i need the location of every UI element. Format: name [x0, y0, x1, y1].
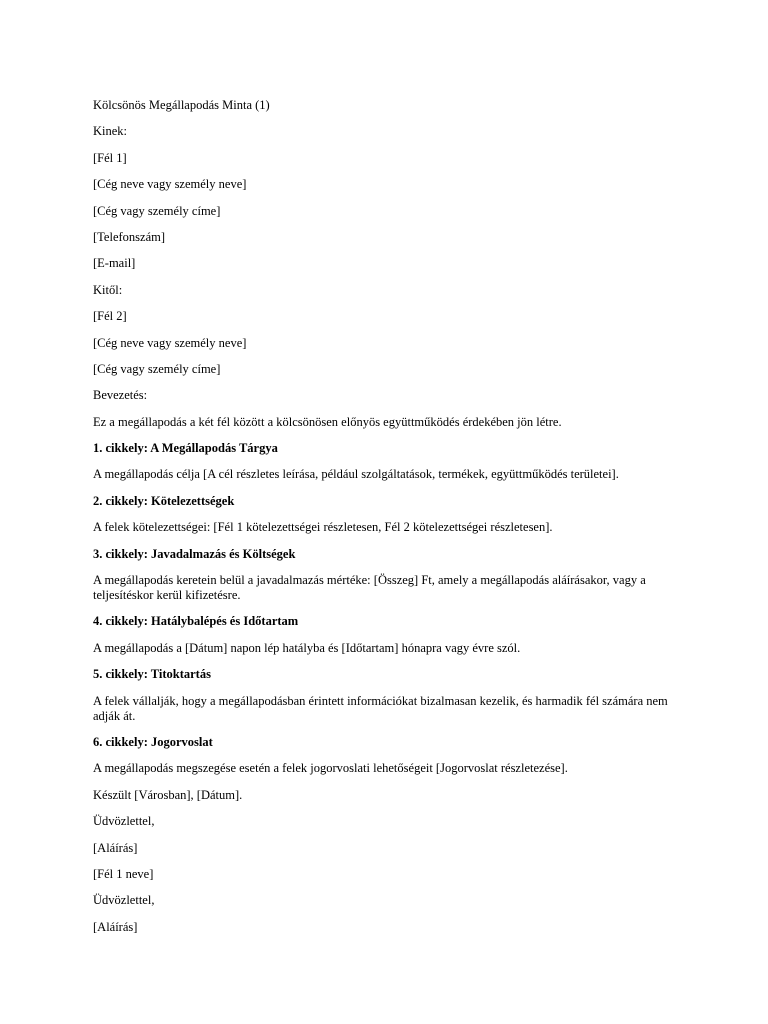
article-heading: 4. cikkely: Hatálybalépés és Időtartam [93, 614, 299, 629]
party2-address: [Cég vagy személy címe] [93, 361, 221, 376]
article-body: A megállapodás megszegése esetén a felek jogorvoslati lehetőségeit [Jogorvoslat részletezése]. [93, 761, 568, 776]
article-body: A megállapodás célja [A cél részletes leírása, például szolgáltatások, termékek, együttműködés területei]. [93, 467, 619, 482]
article-heading: 2. cikkely: Kötelezettségek [93, 493, 235, 508]
party1-phone: [Telefonszám] [93, 229, 166, 244]
to-label: Kinek: [93, 124, 128, 139]
party2-label: [Fél 2] [93, 309, 127, 324]
article-body: A felek vállalják, hogy a megállapodásban érintett információkat bizalmasan kezelik, és harmadik fél számára nem adják át. [93, 693, 668, 723]
signature-placeholder: [Aláírás] [93, 840, 138, 855]
party1-address: [Cég vagy személy címe] [93, 203, 221, 218]
document-page [93, 98, 678, 946]
signature-placeholder: [Aláírás] [93, 919, 138, 934]
closing-salutation: Üdvözlettel, [93, 814, 155, 829]
article-body: A megállapodás a [Dátum] napon lép hatályba és [Időtartam] hónapra vagy évre szól. [93, 640, 521, 655]
article-heading: 1. cikkely: A Megállapodás Tárgya [93, 441, 278, 456]
article-heading: 3. cikkely: Javadalmazás és Költségek [93, 546, 296, 561]
intro-text: Ez a megállapodás a két fél között a kölcsönösen előnyös együttműködés érdekében jön létre. [93, 414, 562, 429]
party1-name: [Cég neve vagy személy neve] [93, 177, 247, 192]
party1-label: [Fél 1] [93, 150, 127, 165]
signer-name: [Fél 1 neve] [93, 866, 154, 881]
from-label: Kitől: [93, 282, 123, 297]
document-title: Kölcsönös Megállapodás Minta (1) [93, 98, 270, 112]
closing-salutation: Üdvözlettel, [93, 893, 155, 908]
party2-name: [Cég neve vagy személy neve] [93, 335, 247, 350]
party1-email: [E-mail] [93, 256, 136, 271]
place-date: Készült [Városban], [Dátum]. [93, 787, 243, 802]
article-body: A felek kötelezettségei: [Fél 1 kötelezettségei részletesen, Fél 2 kötelezettségei részletesen]. [93, 520, 553, 535]
article-body: A megállapodás keretein belül a javadalmazás mértéke: [Összeg] Ft, amely a megállapodás aláírásakor, vagy a teljesítéskor kerül kifizetésre. [93, 573, 646, 603]
intro-label: Bevezetés: [93, 388, 148, 403]
article-heading: 6. cikkely: Jogorvoslat [93, 734, 213, 749]
article-heading: 5. cikkely: Titoktartás [93, 667, 211, 682]
